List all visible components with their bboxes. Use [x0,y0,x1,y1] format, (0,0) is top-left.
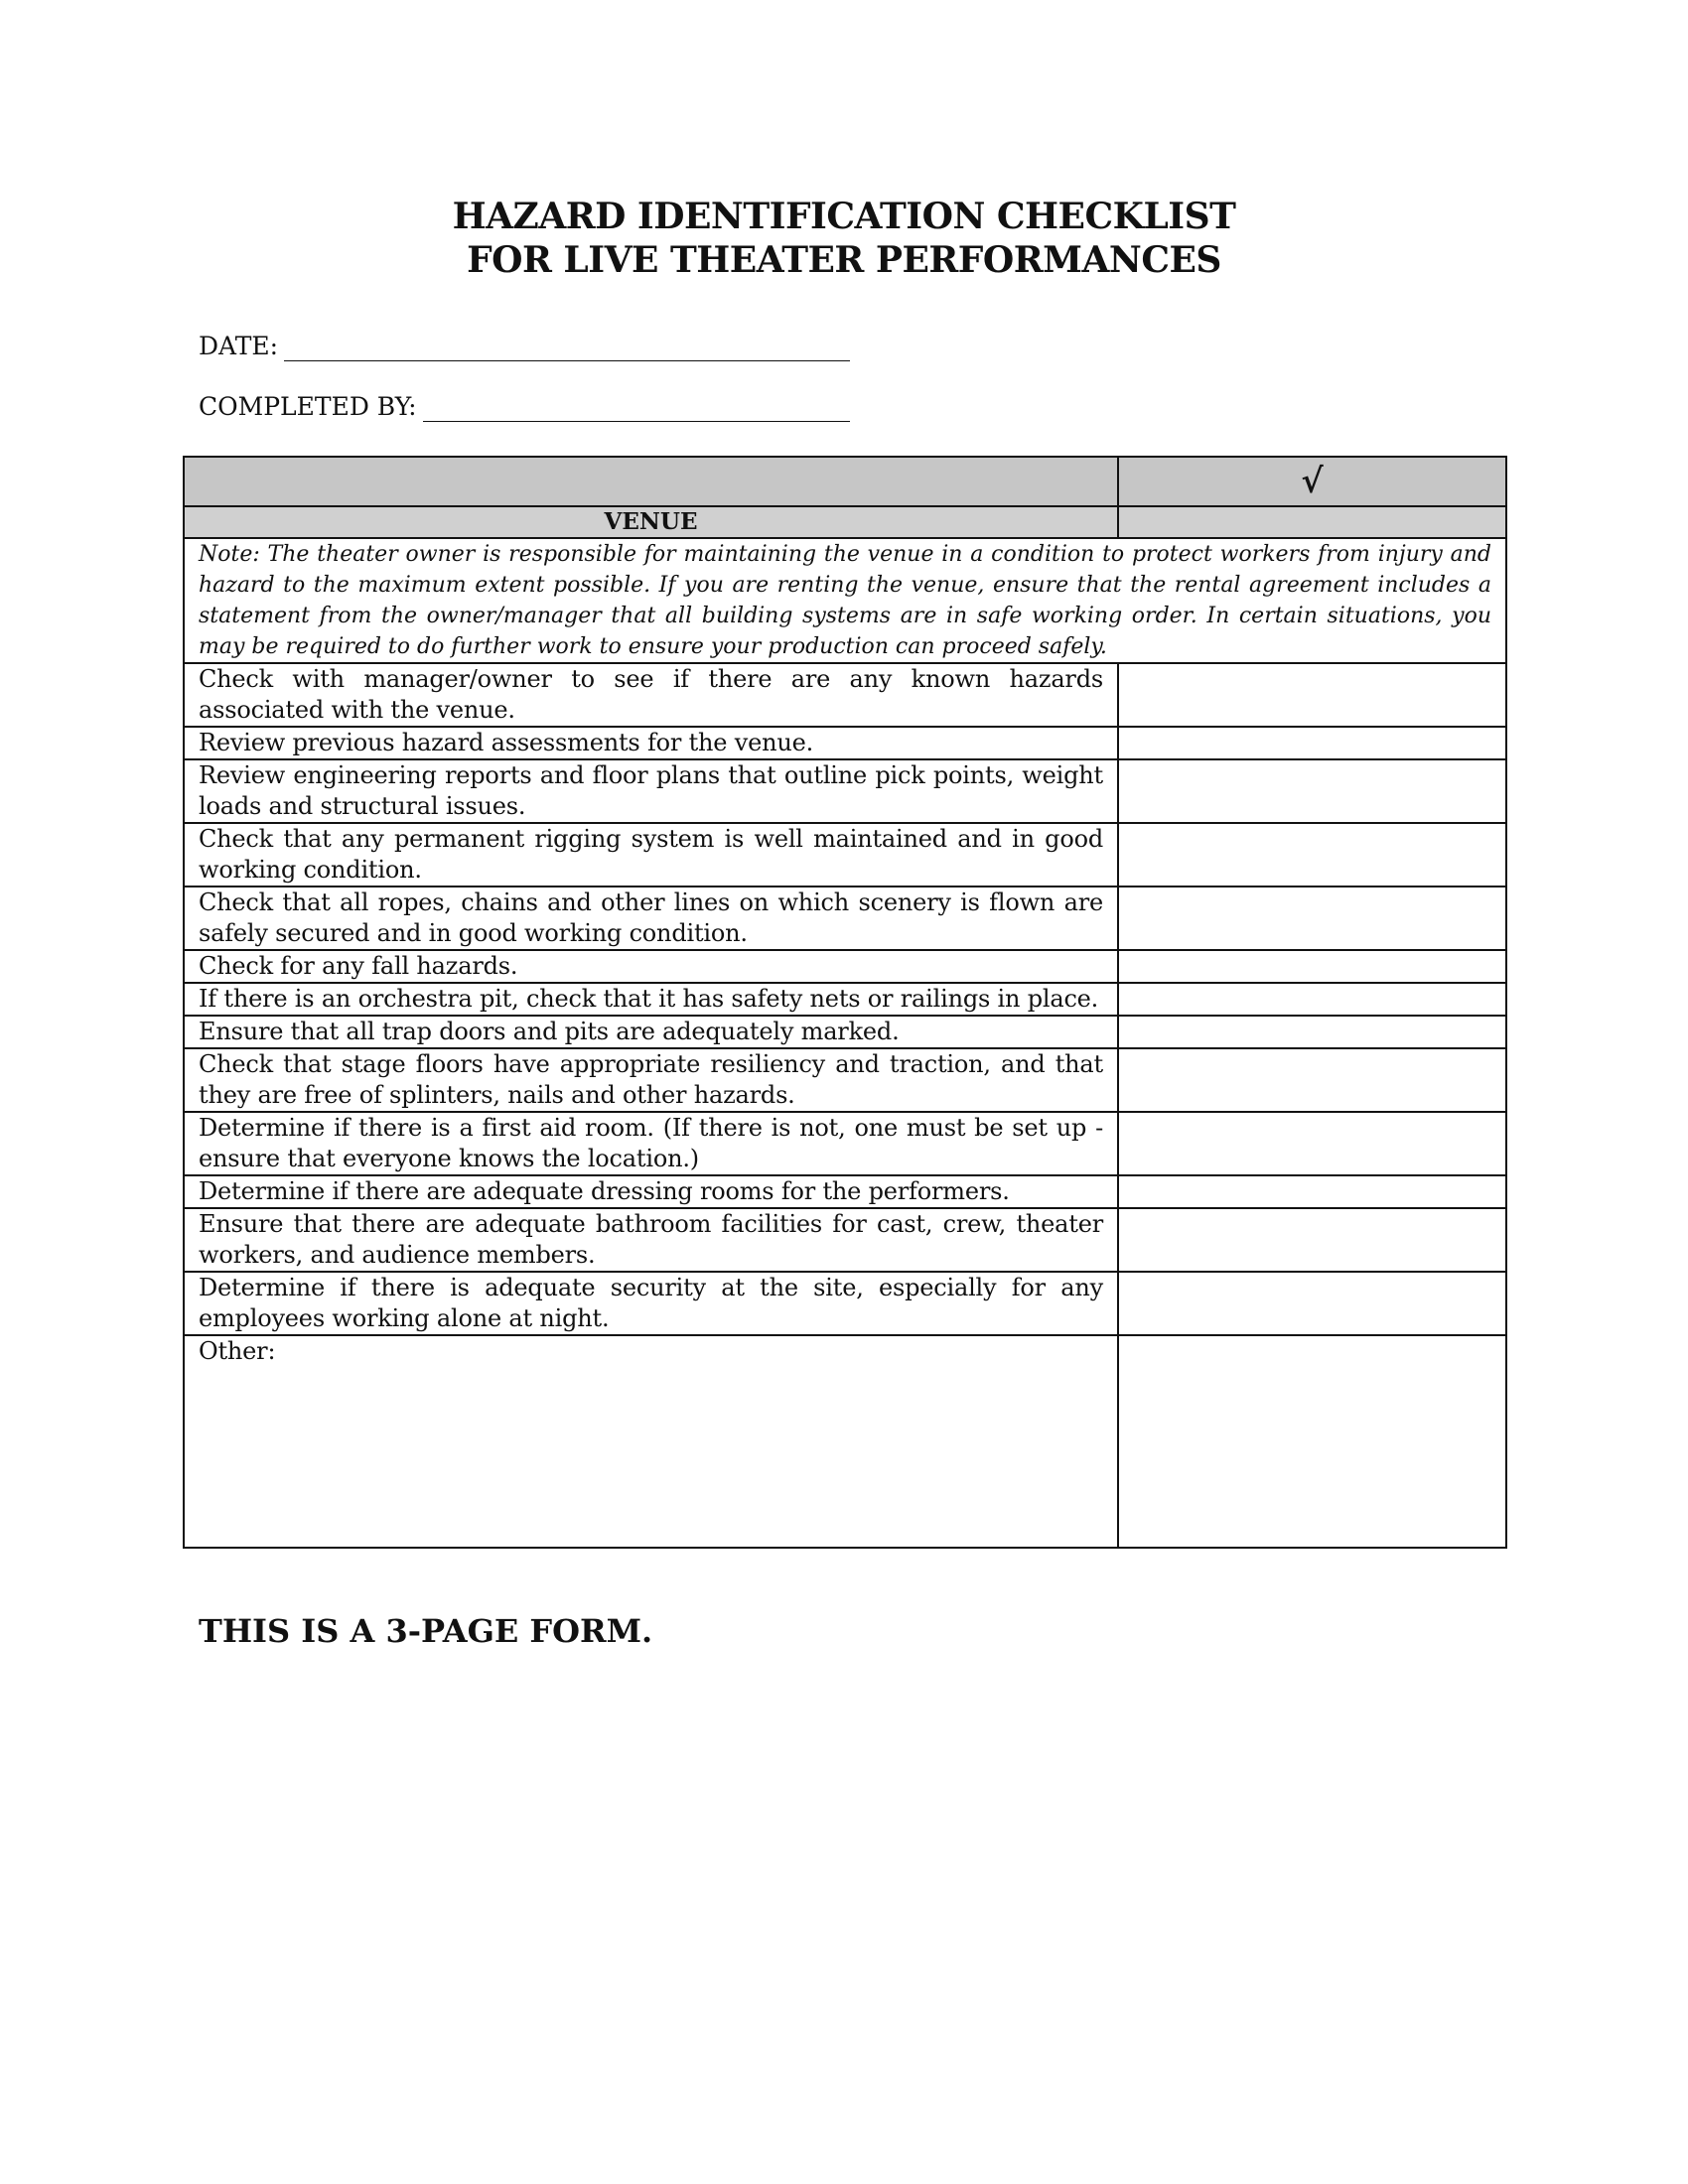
check-cell[interactable] [1118,727,1506,759]
check-cell[interactable] [1118,983,1506,1016]
table-row [184,1208,1506,1272]
checklist-item: Check that all ropes, chains and other lines on which scenery is flown are safely secured and in good working condition. [184,887,1118,950]
table-row [184,887,1506,950]
check-column-header: √ [1118,457,1506,506]
table-row [184,663,1506,727]
check-cell[interactable] [1118,759,1506,823]
table-row [184,1112,1506,1175]
checklist-item: Check that any permanent rigging system is well maintained and in good working condition. [184,823,1118,887]
checklist-item: Check with manager/owner to see if there are any known hazards associated with the venue. [184,663,1118,727]
hazard-checklist-table [183,456,1507,1549]
date-field[interactable] [199,332,850,361]
checklist-item: Check that stage floors have appropriate resiliency and traction, and that they are free of splinters, nails and other hazards. [184,1048,1118,1112]
table-row [184,950,1506,983]
date-label: DATE: [199,332,279,360]
check-cell[interactable] [1118,1048,1506,1112]
checklist-item: If there is an orchestra pit, check that it has safety nets or railings in place. [184,983,1118,1016]
table-header-row [184,457,1506,506]
checklist-item: Ensure that all trap doors and pits are adequately marked. [184,1016,1118,1048]
other-row [184,1335,1506,1548]
form-length-notice: THIS IS A 3-PAGE FORM. [199,1612,653,1650]
table-row [184,1016,1506,1048]
completed-by-field[interactable] [199,392,850,422]
check-cell[interactable] [1118,1272,1506,1335]
section-title: VENUE [184,506,1118,538]
check-cell[interactable] [1118,1016,1506,1048]
table-row [184,823,1506,887]
header-blank-cell [184,457,1118,506]
check-cell[interactable] [1118,1112,1506,1175]
checklist-item: Check for any fall hazards. [184,950,1118,983]
table-row [184,1175,1506,1208]
checklist-item: Determine if there is a first aid room. (If there is not, one must be set up - ensure that everyone knows the location.) [184,1112,1118,1175]
checklist-item: Review previous hazard assessments for the venue. [184,727,1118,759]
table-row [184,1272,1506,1335]
check-cell[interactable] [1118,1208,1506,1272]
completed-by-blank-line[interactable] [423,397,850,422]
checklist-item: Determine if there is adequate security at the site, especially for any employees working alone at night. [184,1272,1118,1335]
date-blank-line[interactable] [284,337,850,361]
title-line-2: FOR LIVE THEATER PERFORMANCES [467,239,1221,281]
title-line-1: HAZARD IDENTIFICATION CHECKLIST [452,196,1236,237]
section-row-venue [184,506,1506,538]
check-cell[interactable] [1118,950,1506,983]
other-label[interactable]: Other: [184,1335,1118,1548]
check-cell[interactable] [1118,1335,1506,1548]
checklist-item: Ensure that there are adequate bathroom facilities for cast, crew, theater workers, and audience members. [184,1208,1118,1272]
check-cell[interactable] [1118,823,1506,887]
document-title [0,195,1688,282]
check-cell[interactable] [1118,887,1506,950]
check-cell[interactable] [1118,663,1506,727]
venue-note: Note: The theater owner is responsible for maintaining the venue in a condition to protect workers from injury and hazard to the maximum extent possible. If you are renting the venue, ensure that the rental agreement includes a statement from the owner/manager that all building systems are in safe working order. In certain situations, you may be required to do further work to ensure your production can proceed safely. [184,538,1506,663]
table-row [184,727,1506,759]
section-check-cell [1118,506,1506,538]
check-cell[interactable] [1118,1175,1506,1208]
table-row [184,983,1506,1016]
completed-by-label: COMPLETED BY: [199,392,417,421]
table-row [184,1048,1506,1112]
table-row [184,759,1506,823]
checklist-item: Review engineering reports and floor plans that outline pick points, weight loads and structural issues. [184,759,1118,823]
checklist-item: Determine if there are adequate dressing rooms for the performers. [184,1175,1118,1208]
note-row [184,538,1506,663]
